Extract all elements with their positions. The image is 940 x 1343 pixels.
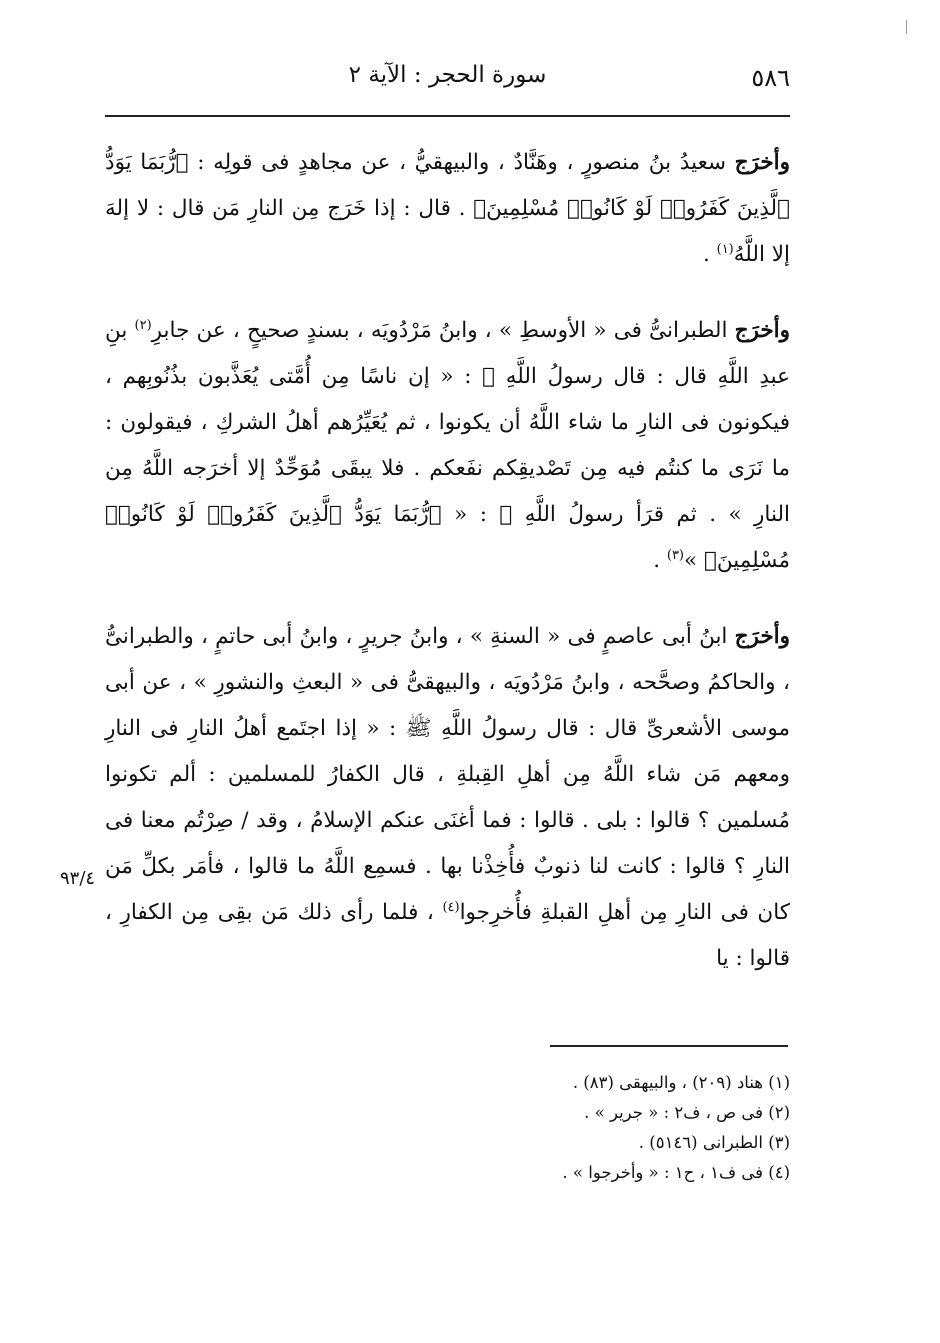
footnote-ref: (٤)	[442, 899, 460, 915]
scan-edge-mark	[906, 20, 907, 34]
footnote-4: (٤) فى ف١ ، ح١ : « وأخرجوا » .	[562, 1163, 790, 1182]
footnotes	[105, 1068, 790, 1188]
header-rule	[105, 115, 790, 117]
paragraph-1	[105, 140, 790, 278]
paragraph-tail: بنِ عبدِ اللَّهِ قال : قال رسولُ اللَّهِ ﷺ : « إن ناسًا مِن أُمَّتى يُعَذَّبون بذُنُوبِهم ، فيكونون فى النارِ ما شاء اللَّهُ أن يكونوا ، ثم يُعَيِّرُهم أهلُ الشركِ ، فيقولون : ما نَرَى ما كنتُم فيه مِن تَصْديقِكم نفَعكم . فلا يبقَى مُوَحِّدٌ إلا أخرَجه اللَّهُ مِن النارِ » . ثم قرَأ رسولُ اللَّهِ ﷺ : « ﴿رُّبَمَا يَوَدُّ ٱلَّذِينَ كَفَرُوا۟ لَوْ كَانُوا۟ مُسْلِمِينَ﴾ »	[105, 318, 791, 573]
paragraph-tail: .	[653, 548, 667, 573]
paragraph-2	[105, 308, 790, 584]
paragraph-3	[105, 614, 790, 982]
main-text	[105, 140, 790, 1012]
footnote-3: (٣) الطبرانى (٥١٤٦) .	[638, 1133, 790, 1152]
paragraph-text: سعيدُ بنُ منصورٍ ، وهَنَّادٌ ، والبيهقيُّ ، عن مجاهدٍ فى قولِه : ﴿رُّبَمَا يَوَدُّ ٱلَّذِينَ كَفَرُوا۟ لَوْ كَانُوا۟ مُسْلِمِينَ﴾ . قال : إذا خَرَج مِن النارِ مَن قال : لا إلهَ إلا اللَّهُ	[105, 150, 790, 267]
footnote-rule	[550, 1045, 788, 1047]
paragraph-text: ابنُ أبى عاصمٍ فى « السنةِ » ، وابنُ جريرٍ ، وابنُ أبى حاتمٍ ، والطبرانىُّ ، والحاكمُ وصحَّحه ، وابنُ مَرْدُويَه ، والبيهقىُّ فى « البعثِ والنشورِ » ، عن أبى موسى الأشعرىِّ قال : قال رسولُ اللَّهِ ﷺ : « إذا اجتَمع أهلُ النارِ فى النارِ ومعهم مَن شاء اللَّهُ مِن أهلِ القِبلةِ ، قال الكفارُ للمسلمين : ألم تكونوا مُسلمين ؟ قالوا : بلى . قالوا : فما أغنَى عنكم الإسلامُ ، وقد / صِرْتُم معنا فى النارِ ؟ قالوا : كانت لنا ذنوبٌ فأُخِذْنا بها . فسمِع اللَّهُ ما قالوا ، فأمَر بكلِّ مَن كان فى النارِ مِن أهلِ القبلةِ فأُخرِجوا	[105, 624, 790, 925]
footnote-ref: (١)	[716, 241, 734, 257]
page-number: ٥٨٦	[751, 64, 790, 92]
footnote-ref: (٢)	[134, 317, 152, 333]
paragraph-tail: ، فلما رأى ذلك مَن بقِى مِن الكفارِ ، قالوا : يا	[105, 900, 790, 971]
running-title: سورة الحجر : الآية ٢	[348, 62, 547, 88]
paragraph-lead: وأخرَج	[734, 318, 791, 343]
footnote-2: (٢) فى ص ، ف٢ : « جرير » .	[584, 1103, 790, 1122]
footnote-ref: (٣)	[666, 547, 684, 563]
page-header	[105, 54, 790, 104]
paragraph-tail: .	[702, 242, 717, 267]
margin-reference: ٩٣/٤	[60, 868, 96, 889]
footnote-1: (١) هناد (٢٠٩) ، والبيهقى (٨٣) .	[572, 1073, 790, 1092]
paragraph-lead: وأخرَج	[734, 150, 790, 175]
paragraph-lead: وأخرَج	[734, 624, 790, 649]
paragraph-text: الطبرانىُّ فى « الأوسطِ » ، وابنُ مَرْدُويَه ، بسندٍ صحيحٍ ، عن جابرِ	[151, 318, 735, 343]
